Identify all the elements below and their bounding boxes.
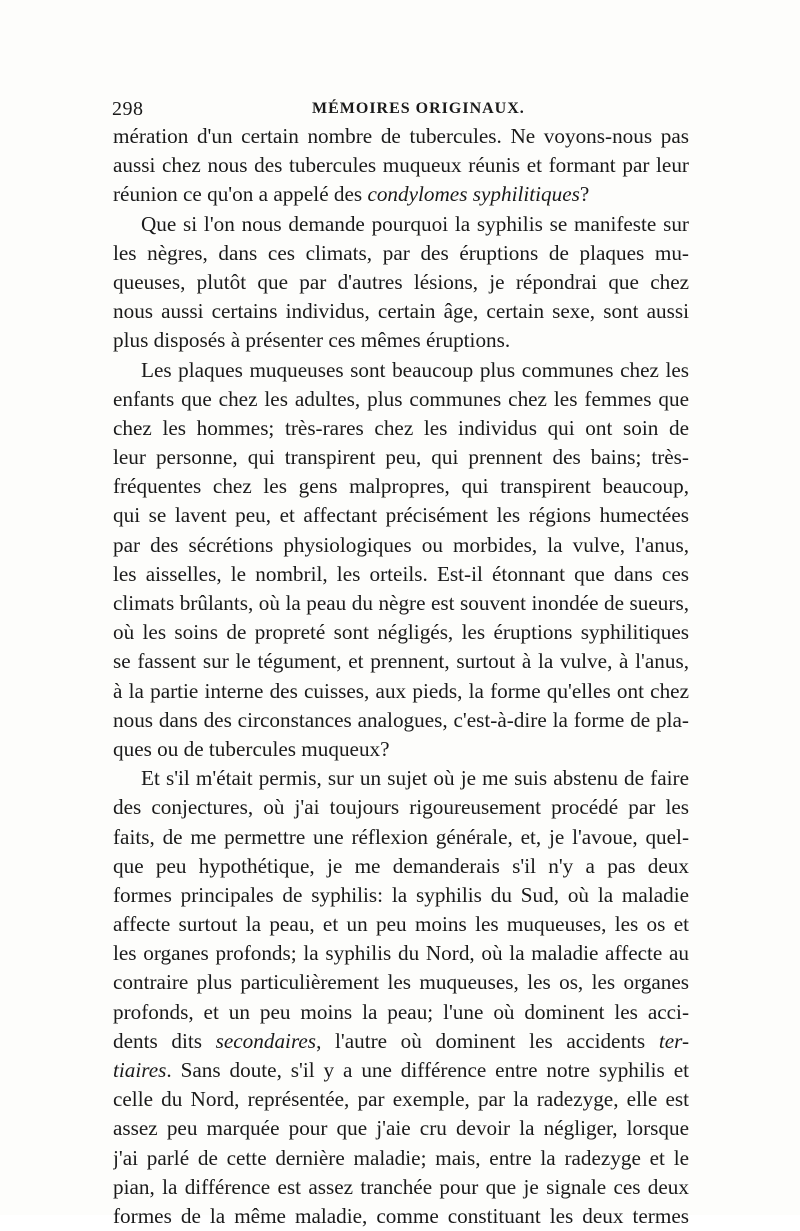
page-number: 298 <box>112 98 144 120</box>
text-line: les organes profonds; la syphilis du Nord, où la maladie affecte au <box>113 941 689 966</box>
italic-term: tiaires <box>113 1058 167 1082</box>
text-line: tiaires. Sans doute, s'il y a une différence entre notre syphilis et <box>113 1058 689 1082</box>
text-line: réunion ce qu'on a appelé des condylomes syphilitiques? <box>113 182 590 207</box>
text-line: chez les hommes; très-rares chez les individus qui ont soin de <box>113 415 689 440</box>
text-line: contraire plus particulièrement les muqueuses, les os, les organes <box>113 970 689 995</box>
text-line: plus disposés à présenter ces mêmes éruptions. <box>113 328 511 353</box>
italic-term: ter- <box>658 1028 689 1053</box>
text-line: nous aussi certains individus, certain âge, certain sexe, sont aussi <box>113 299 689 324</box>
italic-term: condylomes syphilitiques <box>367 182 580 207</box>
text-line: fréquentes chez les gens malpropres, qui transpirent beaucoup, <box>113 474 689 499</box>
text-line: j'ai parlé de cette dernière maladie; mais, entre la radezyge et le <box>113 1145 689 1170</box>
text-line: qui se lavent peu, et affectant précisément les régions humectées <box>113 503 689 528</box>
text-line: où les soins de propreté sont négligés, les éruptions syphilitiques <box>113 620 689 645</box>
text-line: les nègres, dans ces climats, par des éruptions de plaques mu- <box>113 240 689 265</box>
text-line: aussi chez nous des tubercules muqueux réunis et formant par leur <box>113 153 689 178</box>
body-text <box>113 122 689 1231</box>
text-line: nous dans des circonstances analogues, c'est-à-dire la forme de pla- <box>113 707 689 732</box>
text-line: les aisselles, le nombril, les orteils. Est-il étonnant que dans ces <box>113 561 689 586</box>
text-line: profonds, et un peu moins la peau; l'une où dominent les acci- <box>113 999 689 1024</box>
text-line: ques ou de tubercules muqueux? <box>113 736 390 761</box>
text-line: des conjectures, où j'ai toujours rigoureusement procédé par les <box>113 795 689 820</box>
text-line: climats brûlants, où la peau du nègre est souvent inondée de sueurs, <box>113 591 689 615</box>
running-title: MÉMOIRES ORIGINAUX. <box>312 100 525 117</box>
text-line: assez peu marquée pour que j'aie cru devoir la négliger, lorsque <box>113 1116 689 1141</box>
text-line: par des sécrétions physiologiques ou morbides, la vulve, l'anus, <box>113 532 689 557</box>
paragraph-start-line: Et s'il m'était permis, sur un sujet où je me suis abstenu de faire <box>141 766 689 791</box>
running-head <box>112 98 687 122</box>
italic-term: secondaires <box>215 1028 317 1053</box>
text-line: mération d'un certain nombre de tubercules. Ne voyons-nous pas <box>113 124 689 148</box>
text-line: affecte surtout la peau, et un peu moins les muqueuses, les os et <box>113 912 689 937</box>
text-line: celle du Nord, représentée, par exemple, par la radezyge, elle est <box>113 1087 689 1112</box>
text-line: à la partie interne des cuisses, aux pieds, la forme qu'elles ont chez <box>113 678 689 703</box>
text-line: formes principales de syphilis: la syphilis du Sud, où la maladie <box>113 882 689 907</box>
text-line: faits, de me permettre une réflexion générale, et, je l'avoue, quel- <box>113 824 689 849</box>
text-line: queuses, plutôt que par d'autres lésions, je répondrai que chez <box>113 269 689 294</box>
paragraph-start-line: Que si l'on nous demande pourquoi la syphilis se manifeste sur <box>141 211 689 236</box>
text-line: formes de la même maladie, comme constituant les deux termes <box>113 1203 689 1228</box>
text-line: se fassent sur le tégument, et prennent, surtout à la vulve, à l'anus, <box>113 649 689 674</box>
text-line: enfants que chez les adultes, plus communes chez les femmes que <box>113 386 689 411</box>
text-line: leur personne, qui transpirent peu, qui prennent des bains; très- <box>113 445 689 470</box>
text-line: dents dits secondaires, l'autre où dominent les accidents ter- <box>113 1028 689 1053</box>
text-line: que peu hypothétique, je me demanderais s'il n'y a pas deux <box>113 853 689 878</box>
text-line: pian, la différence est assez tranchée pour que je signale ces deux <box>113 1174 689 1199</box>
paragraph-start-line: Les plaques muqueuses sont beaucoup plus communes chez les <box>141 357 689 382</box>
